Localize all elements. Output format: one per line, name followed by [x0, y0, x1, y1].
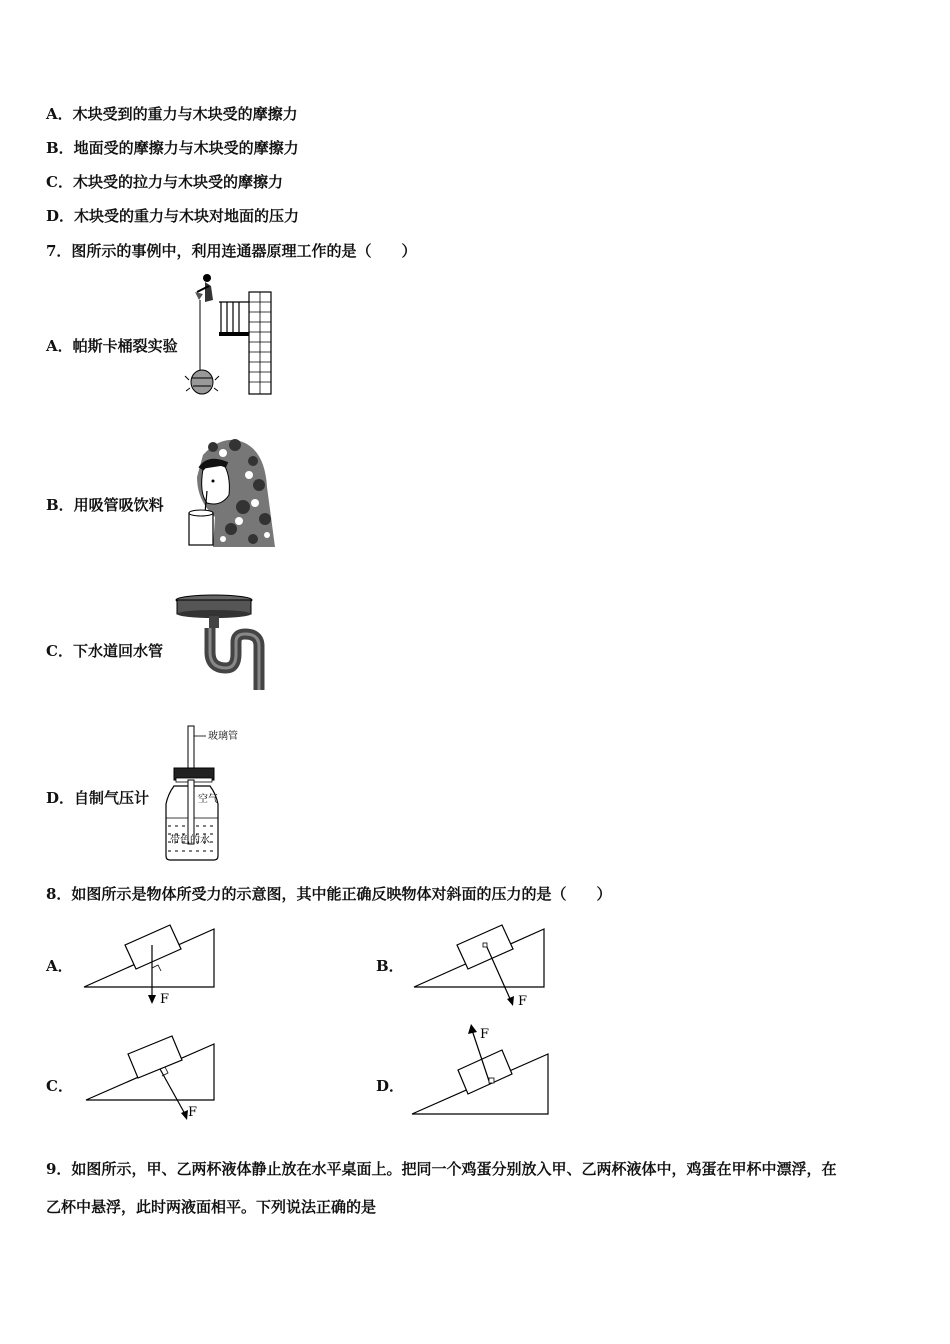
q7-option-b: B．用吸管吸饮料 [46, 496, 164, 514]
q8-label-d: D． [376, 1077, 405, 1095]
force-label-c: F [188, 1105, 198, 1120]
q6-option-d: D．木块受的重力与木块对地面的压力 [46, 207, 300, 225]
label-glass-tube: 玻璃管 [208, 731, 238, 742]
force-label-d: F [480, 1027, 490, 1042]
q8-label-b: B． [376, 957, 404, 975]
q6-option-a: A．木块受到的重力与木块受的摩擦力 [46, 105, 298, 123]
force-label-a: F [160, 992, 170, 1007]
incline-figure-b [412, 915, 552, 1010]
q7-option-d: D．自制气压计 [46, 789, 150, 807]
q8-label-a: A． [46, 957, 73, 975]
q7-option-a: A．帕斯卡桶裂实验 [46, 337, 178, 355]
force-label-b: F [518, 994, 528, 1009]
q6-option-c: C．木块受的拉力与木块受的摩擦力 [46, 173, 283, 191]
q7-stem: 7．图所示的事例中，利用连通器原理工作的是（ ） [46, 242, 417, 260]
incline-figure-d [410, 1022, 555, 1122]
incline-figure-c [84, 1034, 224, 1129]
q6-option-b: B．地面受的摩擦力与木块受的摩擦力 [46, 139, 299, 157]
q7-option-c: C．下水道回水管 [46, 642, 163, 660]
incline-figure-a [82, 915, 222, 1010]
sink-trap-figure [175, 594, 270, 694]
child-straw-figure [183, 435, 276, 550]
q8-stem: 8．如图所示是物体所受力的示意图，其中能正确反映物体对斜面的压力的是（ ） [46, 885, 612, 903]
q8-label-c: C． [46, 1077, 73, 1095]
barometer-figure [160, 724, 260, 864]
pascal-barrel-figure [185, 272, 275, 397]
label-colored-water: 带色的水 [170, 835, 210, 846]
q9-line-2: 乙杯中悬浮，此时两液面相平。下列说法正确的是 [46, 1198, 377, 1216]
q9-line-1: 9．如图所示，甲、乙两杯液体静止放在水平桌面上。把同一个鸡蛋分别放入甲、乙两杯液体中，鸡蛋在甲杯中漂浮，在 [46, 1160, 837, 1178]
label-air: 空气 [198, 794, 218, 805]
